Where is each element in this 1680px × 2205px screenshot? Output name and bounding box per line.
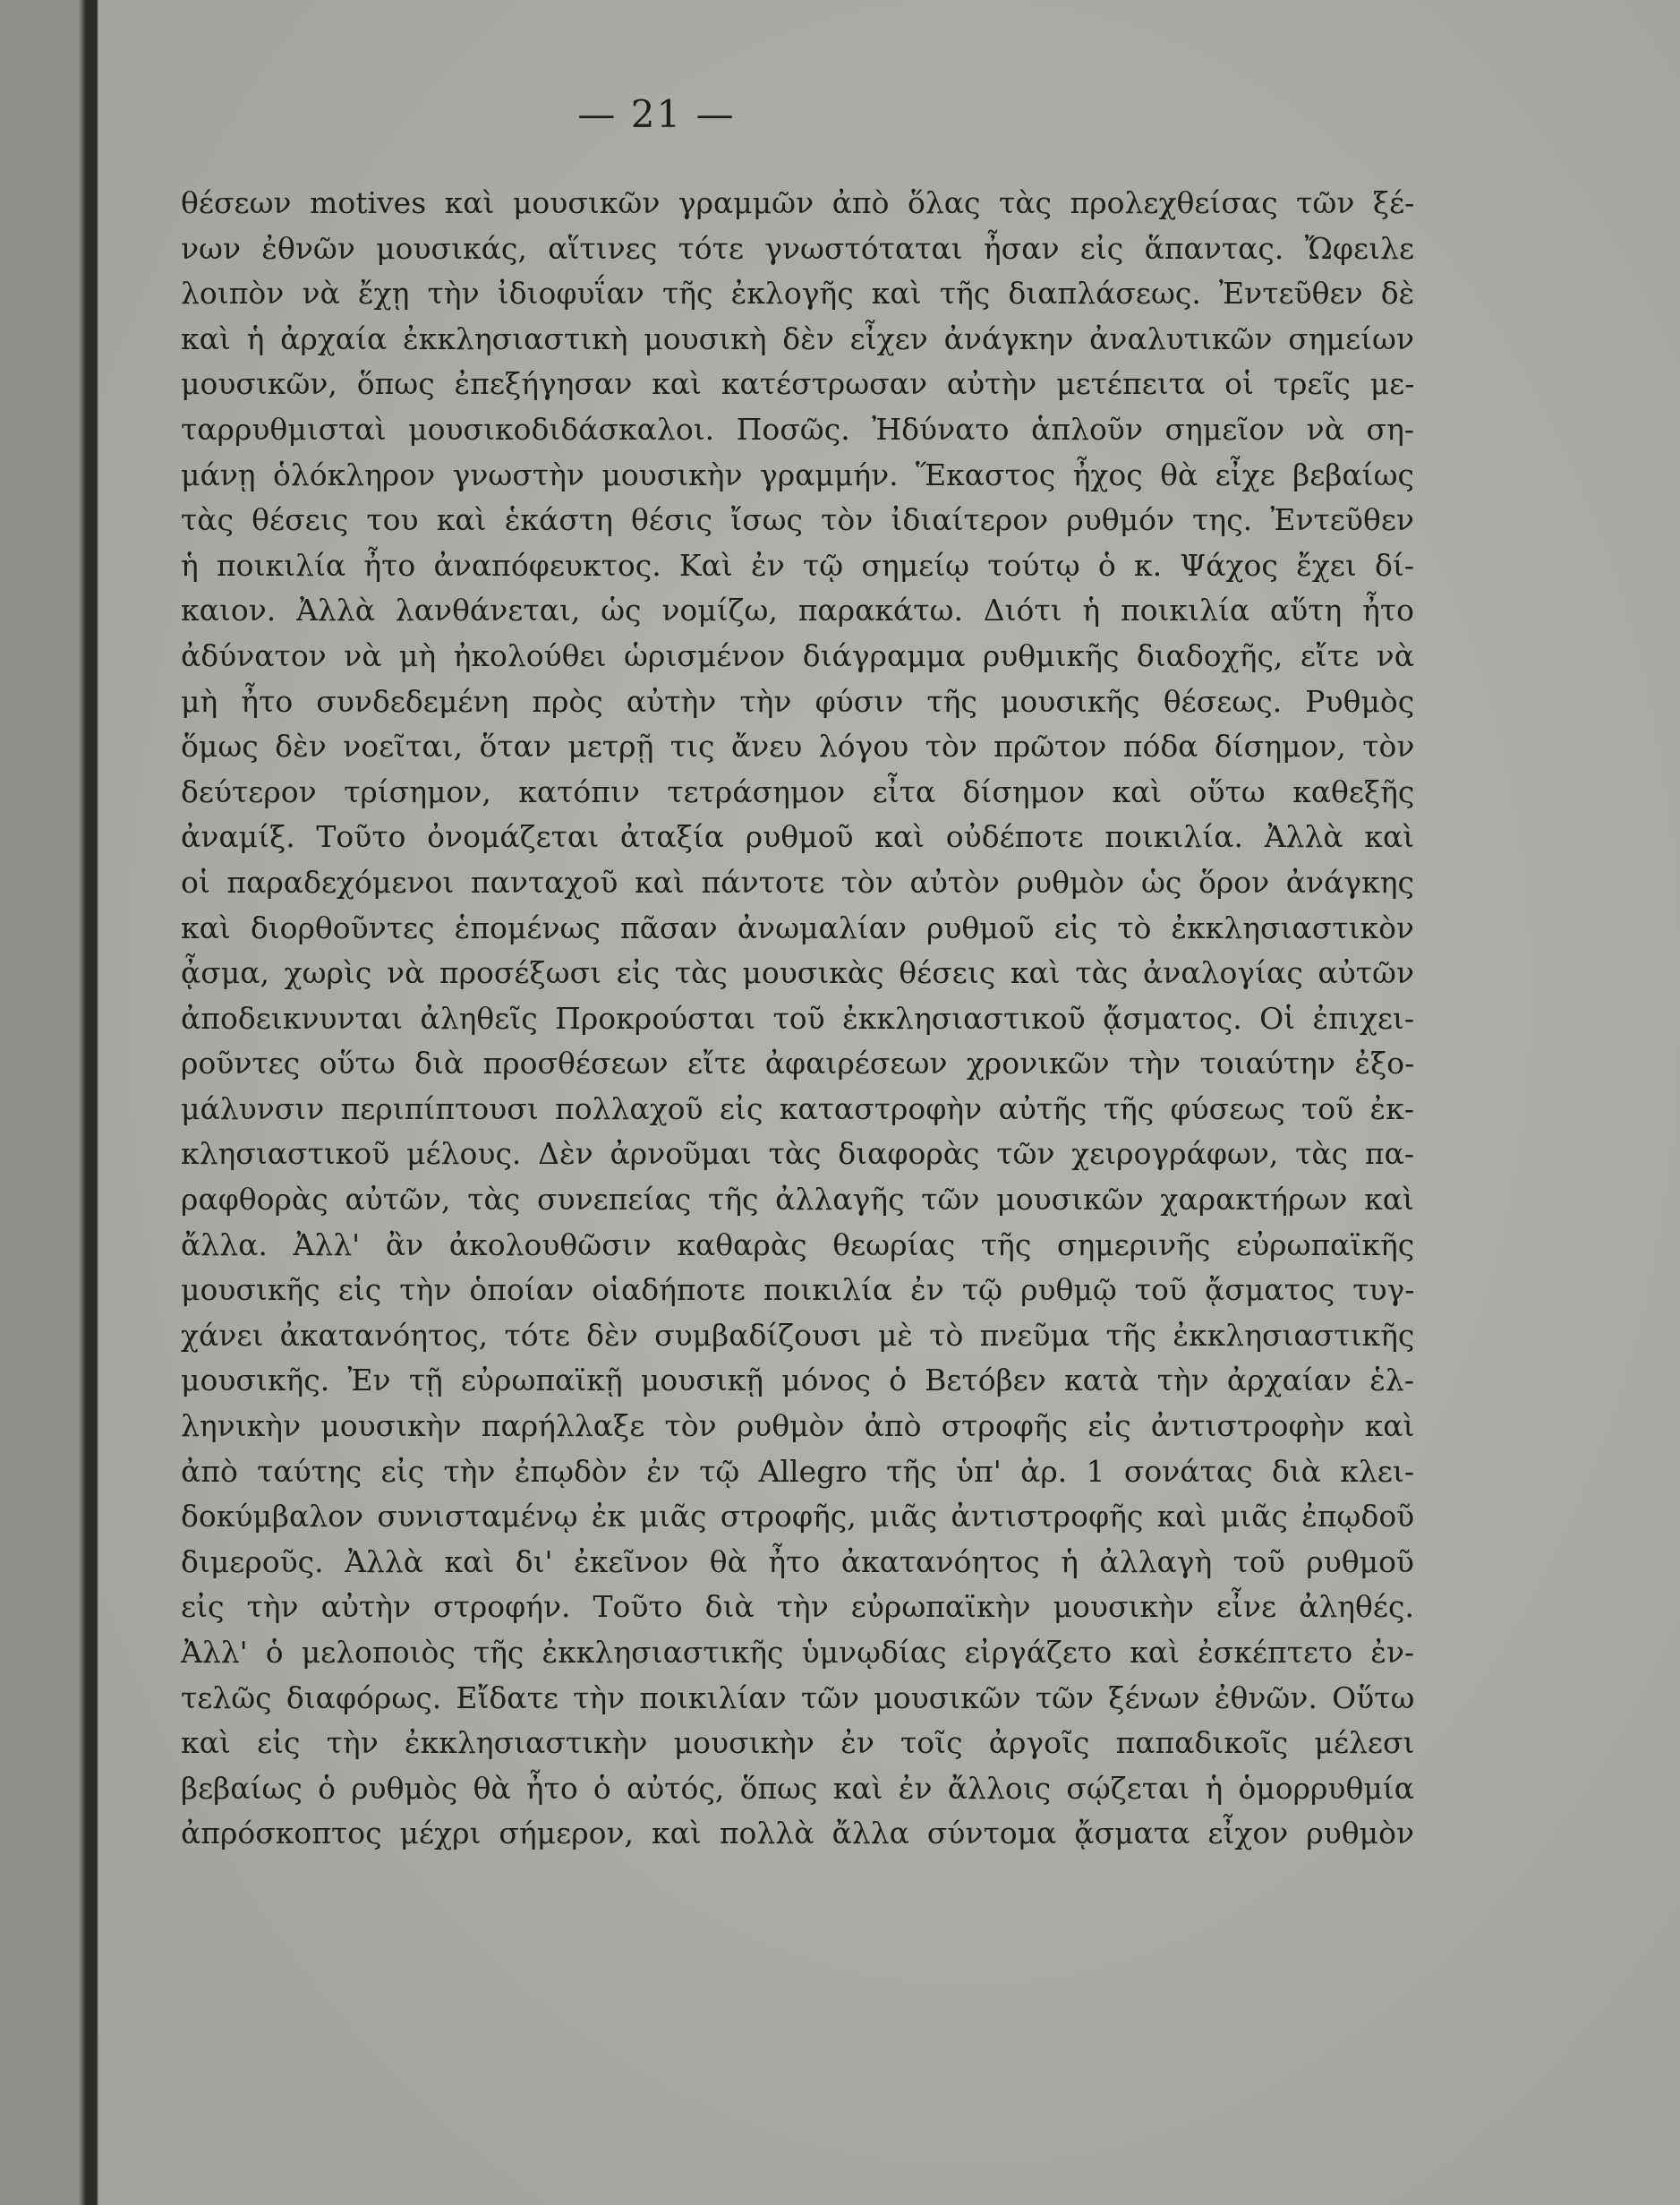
text-line: ὅμως δὲν νοεῖται, ὅταν μετρῇ τις ἄνευ λόγου τὸν πρῶτον πόδα δίσημον, τὸν	[181, 729, 1414, 765]
text-line: θέσεων motives καὶ μουσικῶν γραμμῶν ἀπὸ ὅλας τὰς προλεχθείσας τῶν ξέ-	[181, 185, 1414, 220]
page-number: — 21 —	[577, 92, 736, 136]
text-line: οἱ παραδεχόμενοι πανταχοῦ καὶ πάντοτε τὸν αὐτὸν ρυθμὸν ὡς ὅρον ἀνάγκης	[181, 864, 1414, 900]
text-line: Ἀλλ' ὁ μελοποιὸς τῆς ἐκκλησιαστικῆς ὑμνῳδίας εἰργάζετο καὶ ἐσκέπτετο ἐν-	[181, 1635, 1414, 1670]
text-line: δοκύμβαλον συνισταμένῳ ἐκ μιᾶς στροφῆς, μιᾶς ἀντιστροφῆς καὶ μιᾶς ἐπῳδοῦ	[181, 1499, 1414, 1534]
text-line: μάλυνσιν περιπίπτουσι πολλαχοῦ εἰς καταστροφὴν αὐτῆς τῆς φύσεως τοῦ ἐκ-	[181, 1090, 1414, 1126]
text-line: ἀπρόσκοπτος μέχρι σήμερον, καὶ πολλὰ ἄλλα σύντομα ᾄσματα εἶχον ρυθμὸν	[181, 1816, 1414, 1851]
text-line: ἀναμίξ. Τοῦτο ὀνομάζεται ἀταξία ρυθμοῦ καὶ οὐδέποτε ποικιλία. Ἀλλὰ καὶ	[181, 819, 1414, 855]
text-line: ἀπὸ ταύτης εἰς τὴν ἐπῳδὸν ἐν τῷ Allegro τῆς ὑπ' ἀρ. 1 σονάτας διὰ κλει-	[181, 1453, 1414, 1489]
text-line: ἡ ποικιλία ἦτο ἀναπόφευκτος. Καὶ ἐν τῷ σημείῳ τούτῳ ὁ κ. Ψάχος ἔχει δί-	[181, 547, 1414, 583]
text-line: ἄλλα. Ἀλλ' ἂν ἀκολουθῶσιν καθαρὰς θεωρίας τῆς σημερινῆς εὐρωπαϊκῆς	[181, 1226, 1414, 1262]
text-line: νων ἐθνῶν μουσικάς, αἵτινες τότε γνωστόταται ἦσαν εἰς ἅπαντας. Ὤφειλε	[181, 230, 1414, 266]
text-line: ροῦντες οὕτω διὰ προσθέσεων εἴτε ἀφαιρέσεων χρονικῶν τὴν τοιαύτην ἐξο-	[181, 1046, 1414, 1081]
text-line: μουσικῶν, ὅπως ἐπεξήγησαν καὶ κατέστρωσαν αὐτὴν μετέπειτα οἱ τρεῖς με-	[181, 366, 1414, 402]
text-line: ᾆσμα, χωρὶς νὰ προσέξωσι εἰς τὰς μουσικὰς θέσεις καὶ τὰς ἀναλογίας αὐτῶν	[181, 955, 1414, 991]
text-line: μάνῃ ὁλόκληρον γνωστὴν μουσικὴν γραμμήν. Ἕκαστος ἦχος θὰ εἶχε βεβαίως	[181, 457, 1414, 492]
text-line: καιον. Ἀλλὰ λανθάνεται, ὡς νομίζω, παρακάτω. Διότι ἡ ποικιλία αὕτη ἦτο	[181, 593, 1414, 628]
body-text	[181, 181, 1414, 1857]
text-line: βεβαίως ὁ ρυθμὸς θὰ ἦτο ὁ αὐτός, ὅπως καὶ ἐν ἄλλοις σῴζεται ἡ ὁμορρυθμία	[181, 1770, 1414, 1806]
text-line: δεύτερον τρίσημον, κατόπιν τετράσημον εἶτα δίσημον καὶ οὕτω καθεξῆς	[181, 773, 1414, 809]
text-line: μὴ ἦτο συνδεδεμένη πρὸς αὐτὴν τὴν φύσιν τῆς μουσικῆς θέσεως. Ρυθμὸς	[181, 683, 1414, 719]
text-line: χάνει ἀκατανόητος, τότε δὲν συμβαδίζουσι μὲ τὸ πνεῦμα τῆς ἐκκλησιαστικῆς	[181, 1317, 1414, 1353]
text-line: μουσικῆς. Ἐν τῇ εὐρωπαϊκῇ μουσικῇ μόνος ὁ Βετόβεν κατὰ τὴν ἀρχαίαν ἑλ-	[181, 1363, 1414, 1398]
text-line: μουσικῆς εἰς τὴν ὁποίαν οἱαδήποτε ποικιλία ἐν τῷ ρυθμῷ τοῦ ᾄσματος τυγ-	[181, 1272, 1414, 1308]
text-line: ταρρυθμισταὶ μουσικοδιδάσκαλοι. Ποσῶς. Ἠδύνατο ἁπλοῦν σημεῖον νὰ ση-	[181, 411, 1414, 447]
text-line: λοιπὸν νὰ ἔχῃ τὴν ἰδιοφυΐαν τῆς ἐκλογῆς καὶ τῆς διαπλάσεως. Ἐντεῦθεν δὲ	[181, 276, 1414, 312]
text-line: ραφθορὰς αὐτῶν, τὰς συνεπείας τῆς ἀλλαγῆς τῶν μουσικῶν χαρακτήρων καὶ	[181, 1182, 1414, 1218]
text-line: καὶ διορθοῦντες ἑπομένως πᾶσαν ἀνωμαλίαν ρυθμοῦ εἰς τὸ ἐκκλησιαστικὸν	[181, 910, 1414, 945]
text-line: κλησιαστικοῦ μέλους. Δὲν ἀρνοῦμαι τὰς διαφορὰς τῶν χειρογράφων, τὰς πα-	[181, 1136, 1414, 1172]
text-line: εἰς τὴν αὐτὴν στροφήν. Τοῦτο διὰ τὴν εὐρωπαϊκὴν μουσικὴν εἶνε ἀληθές.	[181, 1589, 1414, 1625]
binding-shadow	[0, 0, 98, 2205]
text-line: τὰς θέσεις του καὶ ἑκάστη θέσις ἴσως τὸν ἰδιαίτερον ρυθμόν της. Ἐντεῦθεν	[181, 502, 1414, 538]
text-line: ληνικὴν μουσικὴν παρήλλαξε τὸν ρυθμὸν ἀπὸ στροφῆς εἰς ἀντιστροφὴν καὶ	[181, 1408, 1414, 1444]
text-line: καὶ ἡ ἀρχαία ἐκκλησιαστικὴ μουσικὴ δὲν εἶχεν ἀνάγκην ἀναλυτικῶν σημείων	[181, 320, 1414, 356]
text-line: τελῶς διαφόρως. Εἴδατε τὴν ποικιλίαν τῶν μουσικῶν τῶν ξένων ἐθνῶν. Οὕτω	[181, 1679, 1414, 1715]
text-line: καὶ εἰς τὴν ἐκκλησιαστικὴν μουσικὴν ἐν τοῖς ἀργοῖς παπαδικοῖς μέλεσι	[181, 1725, 1414, 1761]
text-line: ἀποδεικνυνται ἀληθεῖς Προκρούσται τοῦ ἐκκλησιαστικοῦ ᾄσματος. Οἱ ἐπιχει-	[181, 1000, 1414, 1036]
scanned-page	[98, 0, 1680, 2205]
text-line: ἀδύνατον νὰ μὴ ἠκολούθει ὡρισμένον διάγραμμα ρυθμικῆς διαδοχῆς, εἴτε νὰ	[181, 637, 1414, 673]
text-line: διμεροῦς. Ἀλλὰ καὶ δι' ἐκεῖνον θὰ ἦτο ἀκατανόητος ἡ ἀλλαγὴ τοῦ ρυθμοῦ	[181, 1543, 1414, 1579]
